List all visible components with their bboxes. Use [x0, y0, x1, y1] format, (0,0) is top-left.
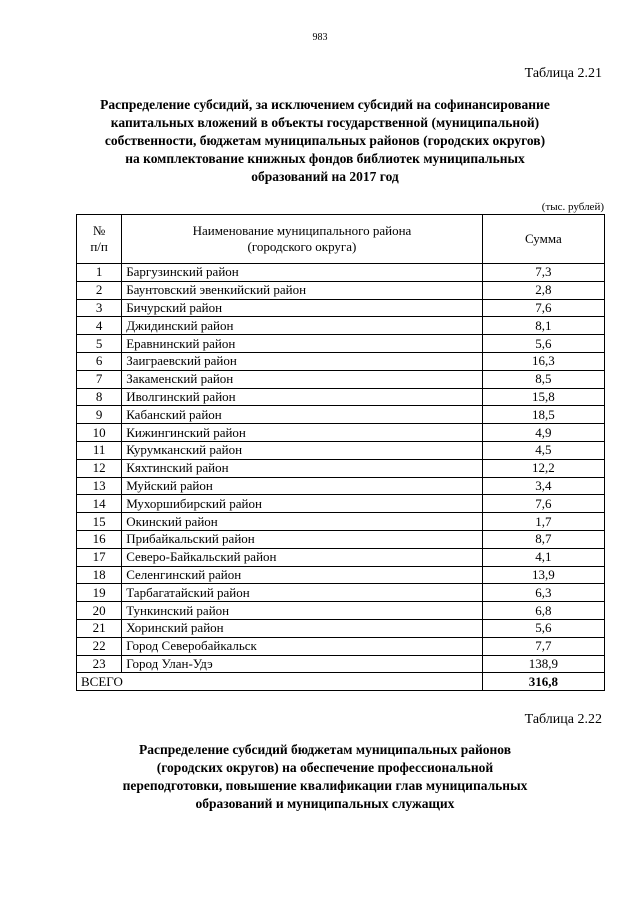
row-sum: 5,6 [482, 335, 604, 353]
row-num: 20 [77, 602, 122, 620]
row-sum: 8,5 [482, 370, 604, 388]
page-number: 983 [312, 32, 328, 43]
row-sum: 16,3 [482, 352, 604, 370]
row-num: 19 [77, 584, 122, 602]
row-num: 14 [77, 495, 122, 513]
table-2-21-title [60, 96, 590, 186]
row-num: 15 [77, 513, 122, 531]
row-name: Джидинский район [122, 317, 483, 335]
row-sum: 3,4 [482, 477, 604, 495]
unit-label: (тыс. рублей) [541, 201, 604, 213]
table-row [77, 513, 605, 531]
row-sum: 13,9 [482, 566, 604, 584]
row-sum: 4,5 [482, 441, 604, 459]
row-num: 4 [77, 317, 122, 335]
row-num: 23 [77, 655, 122, 673]
table-row [77, 619, 605, 637]
row-name: Тункинский район [122, 602, 483, 620]
row-name: Муйский район [122, 477, 483, 495]
table-row [77, 495, 605, 513]
title-line: капитальных вложений в объекты государственной (муниципальной) [110, 115, 540, 130]
row-name: Еравнинский район [122, 335, 483, 353]
title-line: переподготовки, повышение квалификации глав муниципальных [122, 778, 528, 793]
table-row [77, 264, 605, 282]
title-line: образований на 2017 год [251, 169, 399, 184]
row-name: Хоринский район [122, 619, 483, 637]
row-name: Селенгинский район [122, 566, 483, 584]
row-num: 12 [77, 459, 122, 477]
header-name [122, 215, 483, 264]
row-sum: 6,8 [482, 602, 604, 620]
table-row [77, 317, 605, 335]
row-name: Закаменский район [122, 370, 483, 388]
title-line: (городских округов) на обеспечение профессиональной [156, 760, 494, 775]
title-line: собственности, бюджетам муниципальных районов (городских округов) [104, 133, 546, 148]
row-sum: 4,9 [482, 424, 604, 442]
row-sum: 8,7 [482, 530, 604, 548]
row-num: 10 [77, 424, 122, 442]
table-row [77, 637, 605, 655]
row-sum: 8,1 [482, 317, 604, 335]
row-name: Заиграевский район [122, 352, 483, 370]
row-name: Тарбагатайский район [122, 584, 483, 602]
row-sum: 5,6 [482, 619, 604, 637]
row-name: Иволгинский район [122, 388, 483, 406]
row-num: 6 [77, 352, 122, 370]
table-row [77, 352, 605, 370]
header-sum: Сумма [482, 215, 604, 264]
table-row [77, 459, 605, 477]
row-sum: 4,1 [482, 548, 604, 566]
table-header-row [77, 215, 605, 264]
row-name: Северо-Байкальский район [122, 548, 483, 566]
row-num: 18 [77, 566, 122, 584]
table-row [77, 530, 605, 548]
row-name: Курумканский район [122, 441, 483, 459]
header-name-line2: (городского округа) [247, 239, 357, 254]
row-sum: 7,3 [482, 264, 604, 282]
table-row [77, 406, 605, 424]
row-num: 3 [77, 299, 122, 317]
table-row [77, 281, 605, 299]
table-row [77, 566, 605, 584]
row-sum: 18,5 [482, 406, 604, 424]
header-num-line1: № [92, 223, 106, 238]
title-line: образований и муниципальных служащих [195, 796, 455, 811]
row-sum: 2,8 [482, 281, 604, 299]
table-row [77, 388, 605, 406]
row-sum: 12,2 [482, 459, 604, 477]
row-name: Кабанский район [122, 406, 483, 424]
total-label: ВСЕГО [77, 673, 483, 691]
row-sum: 7,6 [482, 299, 604, 317]
total-sum: 316,8 [482, 673, 604, 691]
table-row [77, 655, 605, 673]
row-name: Кижингинский район [122, 424, 483, 442]
row-num: 16 [77, 530, 122, 548]
title-line: на комплектование книжных фондов библиотек муниципальных [125, 151, 525, 166]
row-num: 9 [77, 406, 122, 424]
row-num: 11 [77, 441, 122, 459]
subsidy-table [76, 214, 605, 691]
row-sum: 7,6 [482, 495, 604, 513]
table-2-21-label: Таблица 2.21 [524, 66, 602, 81]
table-2-22-title [110, 741, 540, 813]
row-name: Город Улан-Удэ [122, 655, 483, 673]
row-sum: 6,3 [482, 584, 604, 602]
table-row [77, 441, 605, 459]
total-row [77, 673, 605, 691]
row-sum: 1,7 [482, 513, 604, 531]
table-row [77, 477, 605, 495]
title-line: Распределение субсидий, за исключением субсидий на софинансирование [100, 97, 550, 112]
row-sum: 138,9 [482, 655, 604, 673]
table-2-22-label: Таблица 2.22 [524, 712, 602, 727]
row-num: 17 [77, 548, 122, 566]
row-num: 22 [77, 637, 122, 655]
table-row [77, 335, 605, 353]
row-num: 7 [77, 370, 122, 388]
row-name: Прибайкальский район [122, 530, 483, 548]
row-sum: 7,7 [482, 637, 604, 655]
row-num: 21 [77, 619, 122, 637]
row-num: 5 [77, 335, 122, 353]
header-num [77, 215, 122, 264]
table-row [77, 299, 605, 317]
row-num: 2 [77, 281, 122, 299]
row-name: Город Северобайкальск [122, 637, 483, 655]
row-name: Баунтовский эвенкийский район [122, 281, 483, 299]
row-name: Баргузинский район [122, 264, 483, 282]
row-name: Бичурский район [122, 299, 483, 317]
table-row [77, 602, 605, 620]
row-name: Мухоршибирский район [122, 495, 483, 513]
row-num: 13 [77, 477, 122, 495]
table-row [77, 370, 605, 388]
row-name: Кяхтинский район [122, 459, 483, 477]
row-name: Окинский район [122, 513, 483, 531]
table-row [77, 548, 605, 566]
table-row [77, 584, 605, 602]
header-name-line1: Наименование муниципального района [192, 223, 412, 238]
row-num: 1 [77, 264, 122, 282]
table-row [77, 424, 605, 442]
header-num-line2: п/п [90, 239, 108, 254]
title-line: Распределение субсидий бюджетам муниципальных районов [138, 742, 512, 757]
row-sum: 15,8 [482, 388, 604, 406]
row-num: 8 [77, 388, 122, 406]
